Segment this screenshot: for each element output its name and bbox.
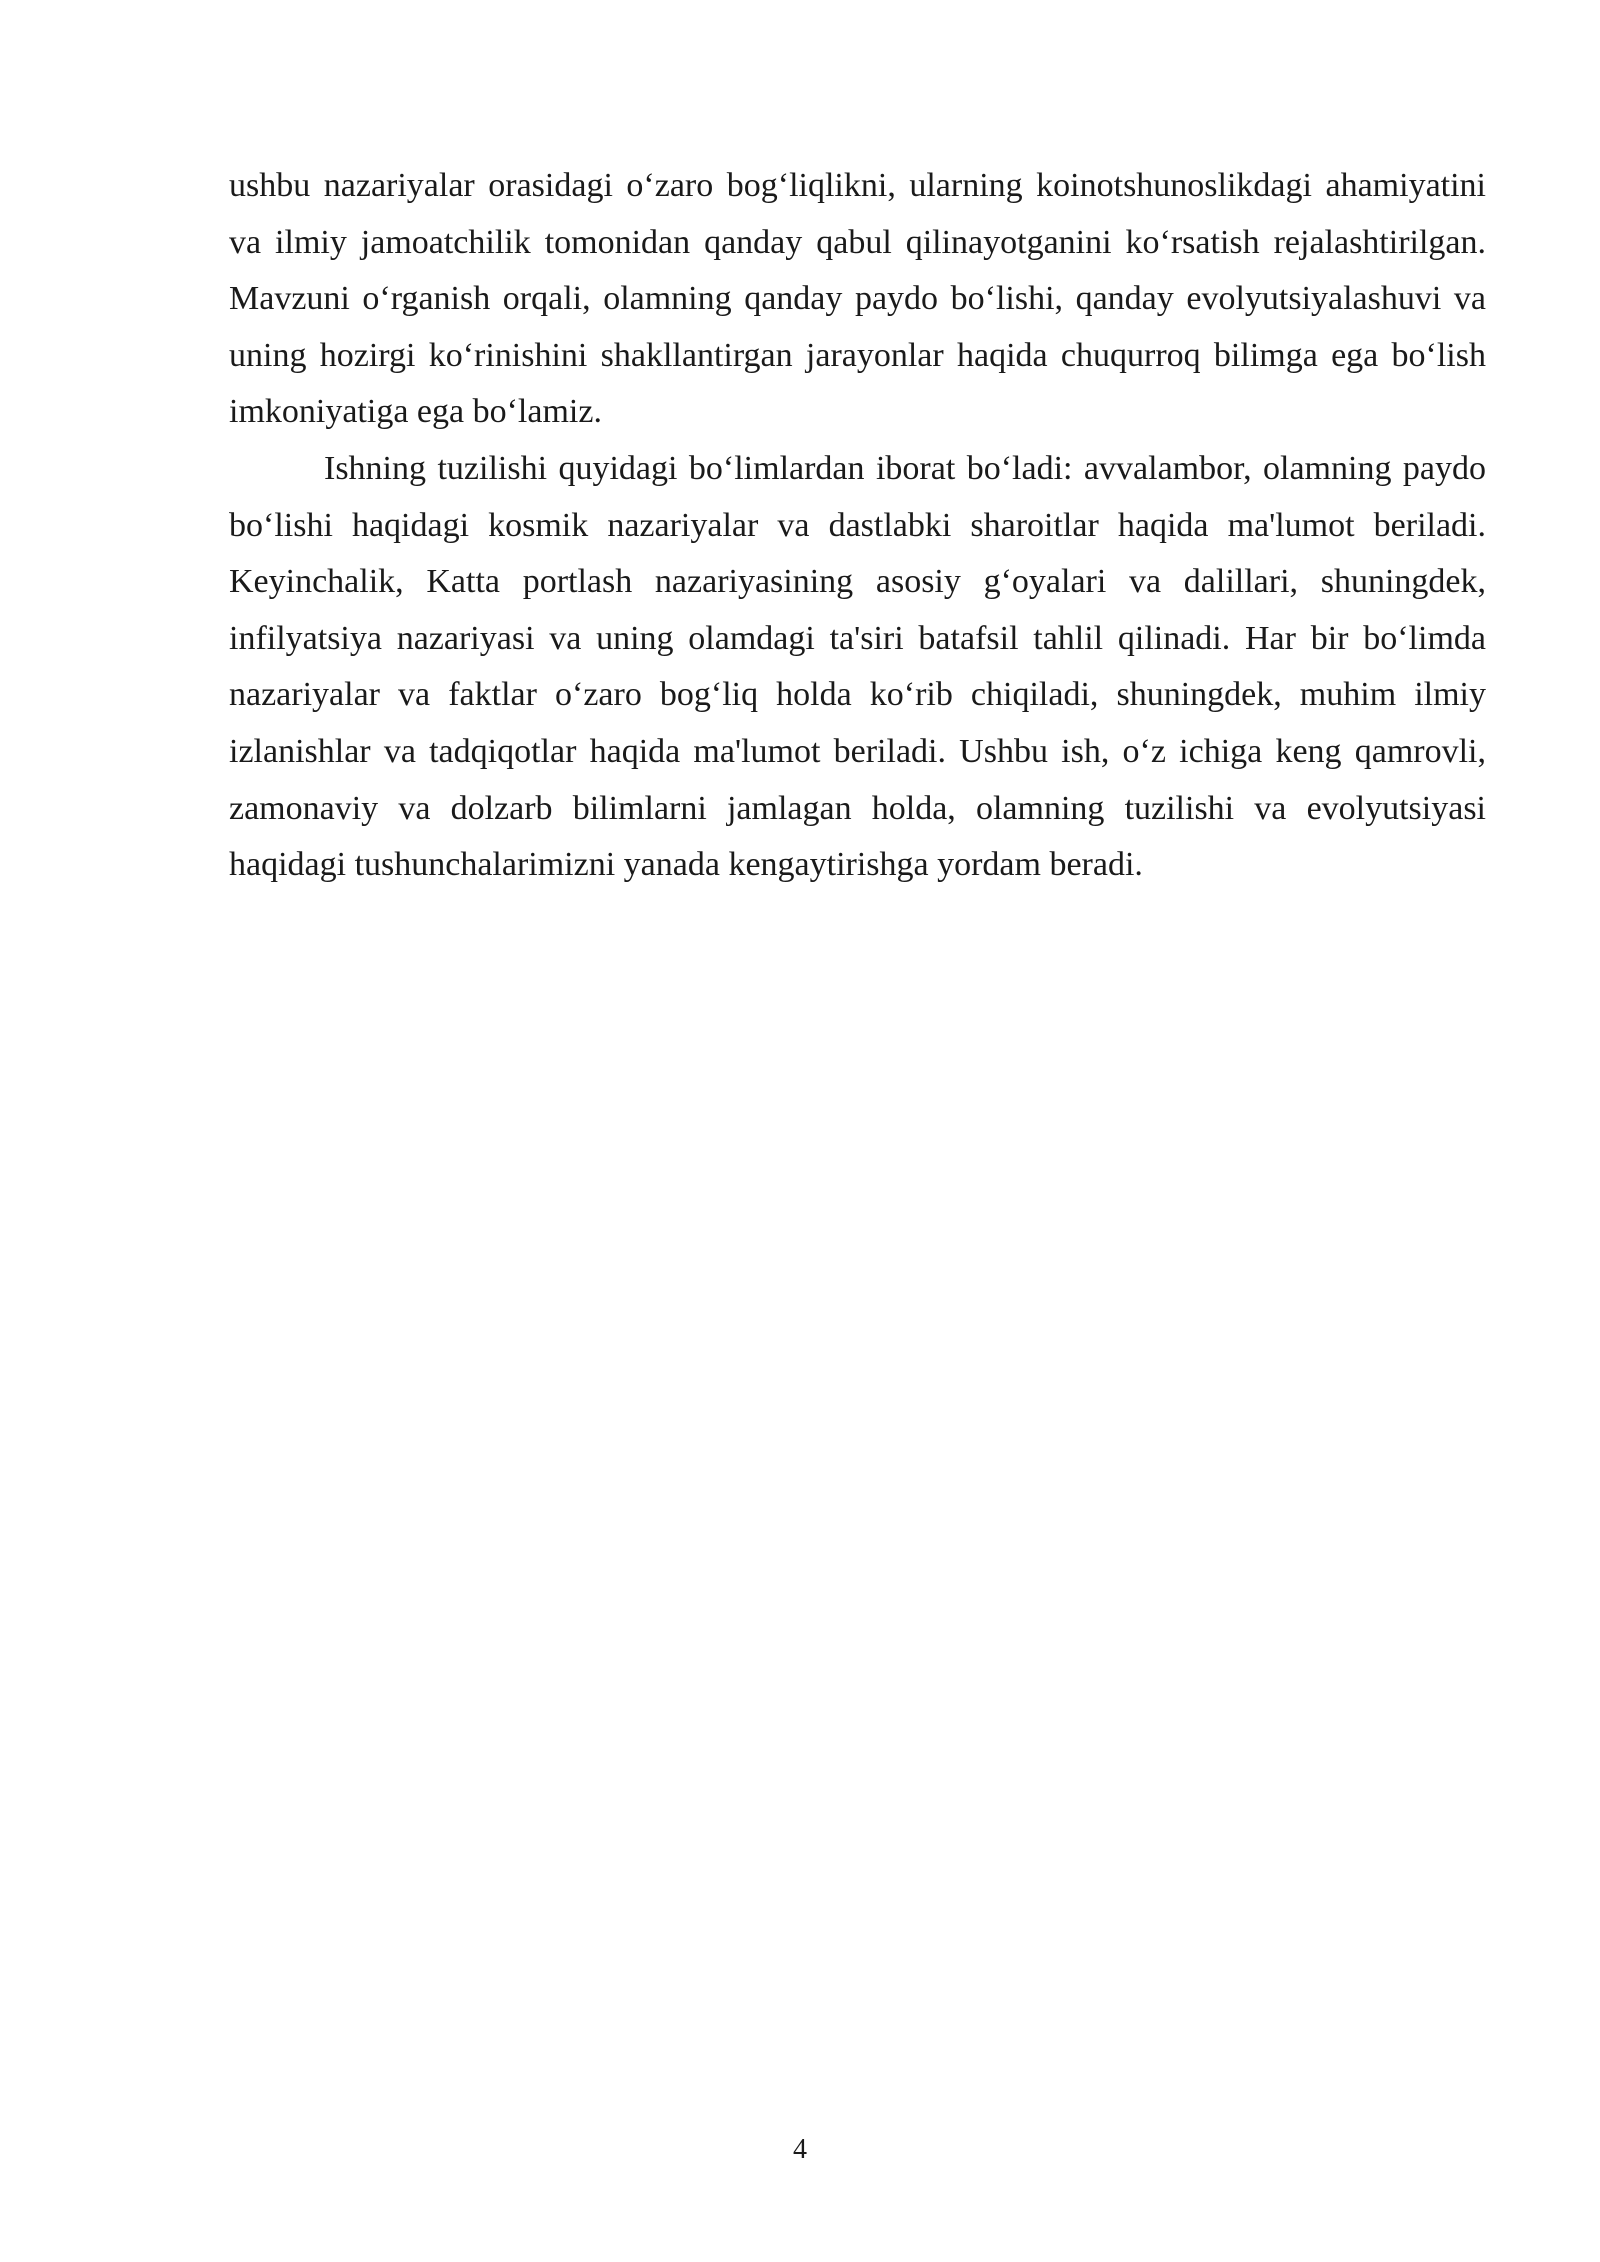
page-number: 4 (793, 2134, 807, 2165)
paragraph-structure: Ishning tuzilishi quyidagi bo‘limlardan iborat bo‘ladi: avvalambor, olamning paydo bo‘lishi haqidagi kosmik nazariyalar va dastlabki sharoitlar haqida ma'lumot beriladi. Keyinchalik, Katta portlash nazariyasining asosiy g‘oyalari va dalillari, shuningdek, infilyatsiya nazariyasi va uning olamdagi ta'siri batafsil tahlil qilinadi. Har bir bo‘limda nazariyalar va faktlar o‘zaro bog‘liq holda ko‘rib chiqiladi, shuningdek, muhim ilmiy izlanishlar va tadqiqotlar haqida ma'lumot beriladi. Ushbu ish, o‘z ichiga keng qamrovli, zamonaviy va dolzarb bilimlarni jamlagan holda, olamning tuzilishi va evolyutsiyasi haqidagi tushunchalarimizni yanada kengaytirishga yordam beradi. (229, 449, 1486, 884)
paragraph-continuation: ushbu nazariyalar orasidagi o‘zaro bog‘liqlikni, ularning koinotshunoslikdagi ahamiyatini va ilmiy jamoatchilik tomonidan qanday qabul qilinayotganini ko‘rsatish rejalashtirilgan. Mavzuni o‘rganish orqali, olamning qanday paydo bo‘lishi, qanday evolyutsiyalashuvi va uning hozirgi ko‘rinishini shakllantirgan jarayonlar haqida chuqurroq bilimga ega bo‘lish imkoniyatiga ega bo‘lamiz. (229, 167, 1486, 431)
body-text (229, 158, 1486, 894)
